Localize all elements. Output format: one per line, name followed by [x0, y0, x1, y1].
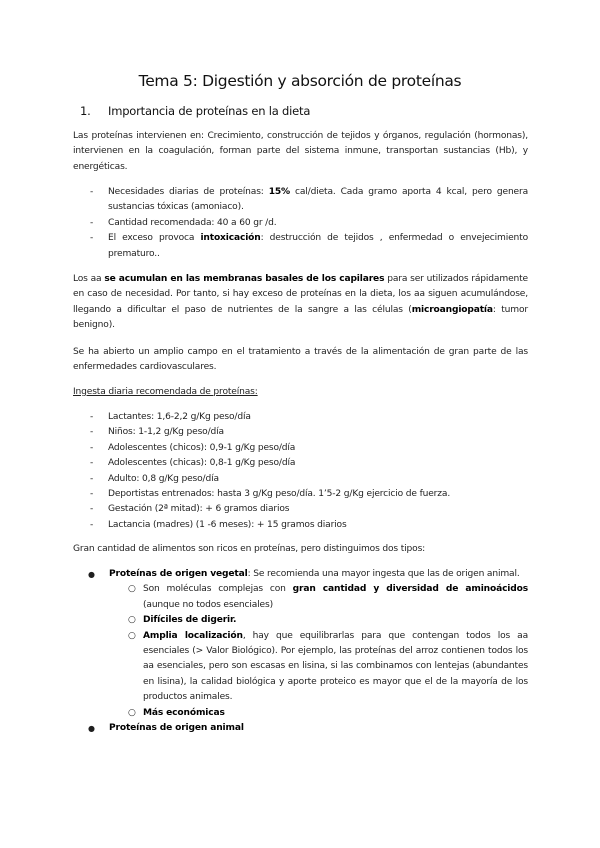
list-item: - Niños: 1-1,2 g/Kg peso/día — [90, 427, 224, 438]
list-item: - El exceso provoca intoxicación: destrucción de tejidos , enfermedad o envejecimiento prematuro.. — [90, 233, 528, 259]
list-item: - Gestación (2ª mitad): + 6 gramos diarios — [90, 504, 290, 515]
circle-bullet-icon: ○ — [128, 615, 136, 626]
intro-paragraph: Las proteínas intervienen en: Crecimiento, construcción de tejidos y órganos, regulación (hormonas), intervienen en la coagulación, forman parte del sistema inmune, transportan sustancias (Hb), y energéticas. — [73, 131, 528, 172]
sub-list-item: ○ Más económicas — [73, 706, 528, 721]
protein-types-list — [73, 567, 528, 736]
section-heading — [80, 104, 310, 118]
list-item-animal: ● Proteínas de origen animal — [73, 721, 528, 736]
section-title: Importancia de proteínas en la dieta — [108, 104, 311, 118]
intake-heading: Ingesta diaria recomendada de proteínas: — [73, 387, 258, 397]
circle-bullet-icon: ○ — [128, 707, 136, 718]
list-item: - Lactantes: 1,6-2,2 g/Kg peso/día — [90, 412, 251, 422]
list-item: - Deportistas entrenados: hasta 3 g/Kg peso/día. 1’5-2 g/Kg ejercicio de fuerza. — [90, 489, 451, 500]
accumulation-paragraph: Los aa se acumulan en las membranas basales de los capilares para ser utilizados rápidamente en caso de necesidad. Por tanto, si hay exceso de proteínas en la dieta, los aa siguen acumulándose, llegando a dificultar el paso de nutrientes de la sangre a las células (microangiopatía: tumor benigno). — [73, 274, 528, 331]
list-item: - Adulto: 0,8 g/Kg peso/día — [90, 473, 219, 484]
page-title: Tema 5: Digestión y absorción de proteínas — [138, 72, 462, 90]
list-item: - Necesidades diarias de proteínas: 15% cal/dieta. Cada gramo aporta 4 kcal, pero genera sustancias tóxicas (amoniaco). — [90, 187, 529, 213]
sub-list-item: ○ Son moléculas complejas con gran cantidad y diversidad de aminoácidos (aunque no todos esenciales) — [128, 584, 528, 610]
list-item: - Adolescentes (chicas): 0,8-1 g/Kg peso/día — [90, 458, 296, 469]
circle-bullet-icon: ○ — [128, 630, 136, 641]
list-item-vegetal: ● Proteínas de origen vegetal: Se recomienda una mayor ingesta que las de origen animal. ○ Son moléculas complejas con gran cantidad y diversidad de aminoácidos (aunque no todos esenciales) ○ Difíciles de digerir. ○ Amplia localización, hay que equilibrarlas para que contengan todos los aa esenciales (> Valor Biológico). Por ejemplo, las proteínas del arroz contienen todos los aa esenciales, pero son escasas en lisina, si las combinamos con lentejas (abundantes en lisina), la calidad biológica y aporte proteico es mayor que el de la mayoría de los productos animales. ○ Más económicas — [73, 567, 528, 721]
treatment-paragraph: Se ha abierto un amplio campo en el tratamiento a través de la alimentación de gran parte de las enfermedades cardiovasculares. — [73, 347, 528, 373]
intake-list — [73, 410, 528, 533]
list-item: - Cantidad recomendada: 40 a 60 gr /d. — [90, 217, 277, 228]
circle-bullet-icon: ○ — [128, 584, 136, 595]
list-item: - Lactancia (madres) (1 -6 meses): + 15 gramos diarios — [90, 519, 347, 530]
needs-list — [73, 185, 528, 262]
sub-list-item: ○ Difíciles de digerir. — [73, 613, 528, 628]
sub-list-item: ○ Amplia localización, hay que equilibrarlas para que contengan todos los aa esenciales (> Valor Biológico). Por ejemplo, las proteínas del arroz contienen todos los aa esenciales, pero son escasas en lisina, si las combinamos con lentejas (abundantes en lisina), la calidad biológica y aporte proteico es mayor que el de la mayoría de los productos animales. — [128, 630, 528, 703]
foods-intro-paragraph: Gran cantidad de alimentos son ricos en proteínas, pero distinguimos dos tipos: — [73, 544, 426, 554]
section-number: 1. — [80, 104, 91, 118]
bullet-icon: ● — [88, 570, 95, 579]
list-item: - Adolescentes (chicos): 0,9-1 g/Kg peso/día — [90, 442, 296, 453]
bullet-icon: ● — [88, 724, 95, 734]
